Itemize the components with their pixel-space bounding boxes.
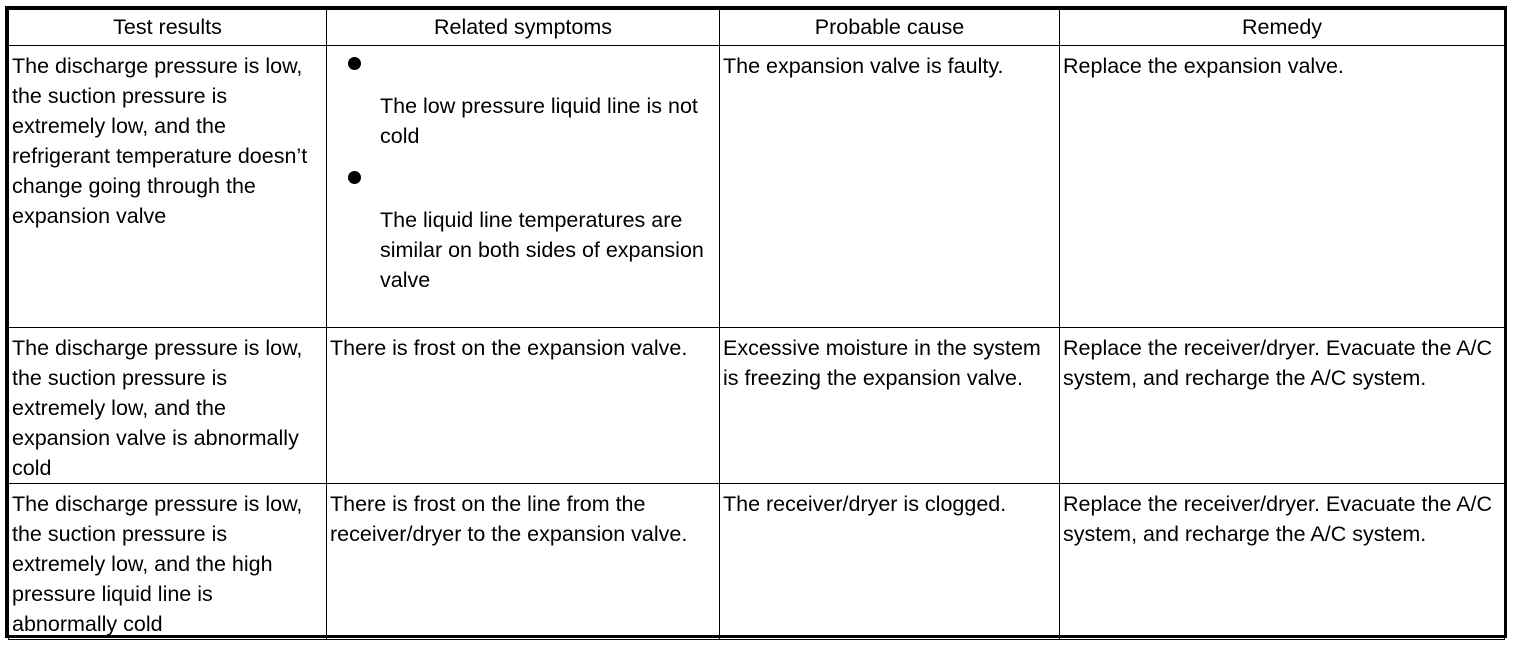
diagnosis-table-frame — [5, 6, 1507, 638]
cause-cell: The expansion valve is faulty. — [720, 46, 1060, 328]
symptoms-cell — [327, 46, 720, 328]
diagnosis-table — [8, 9, 1505, 640]
remedy-cell: Replace the receiver/dryer. Evacuate the A/C system, and recharge the A/C system. — [1060, 484, 1505, 640]
symptom-text: The low pressure liquid line is not cold — [380, 94, 698, 148]
symptom-list — [330, 51, 716, 295]
header-test-results: Test results — [9, 10, 327, 46]
test-result-cell: The discharge pressure is low, the suction pressure is extremely low, and the refrigerant temperature doesn’t change going through the expansion valve — [9, 46, 327, 328]
test-result-cell: The discharge pressure is low, the suction pressure is extremely low, and the expansion valve is abnormally cold — [9, 328, 327, 484]
bullet-icon — [348, 171, 361, 184]
header-remedy: Remedy — [1060, 10, 1505, 46]
table-row — [9, 328, 1505, 484]
table-row — [9, 46, 1505, 328]
cause-cell: The receiver/dryer is clogged. — [720, 484, 1060, 640]
symptom-item — [330, 51, 716, 151]
header-probable-cause: Probable cause — [720, 10, 1060, 46]
cause-cell: Excessive moisture in the system is freezing the expansion valve. — [720, 328, 1060, 484]
symptoms-cell: There is frost on the expansion valve. — [327, 328, 720, 484]
remedy-cell: Replace the receiver/dryer. Evacuate the A/C system, and recharge the A/C system. — [1060, 328, 1505, 484]
symptom-text: The liquid line temperatures are similar on both sides of expansion valve — [380, 208, 704, 292]
symptoms-cell: There is frost on the line from the receiver/dryer to the expansion valve. — [327, 484, 720, 640]
bullet-icon — [348, 57, 361, 70]
remedy-cell: Replace the expansion valve. — [1060, 46, 1505, 328]
header-row — [9, 10, 1505, 46]
header-related-symptoms: Related symptoms — [327, 10, 720, 46]
symptom-item — [330, 165, 716, 295]
table-row — [9, 484, 1505, 640]
test-result-cell: The discharge pressure is low, the suction pressure is extremely low, and the high pressure liquid line is abnormally cold — [9, 484, 327, 640]
